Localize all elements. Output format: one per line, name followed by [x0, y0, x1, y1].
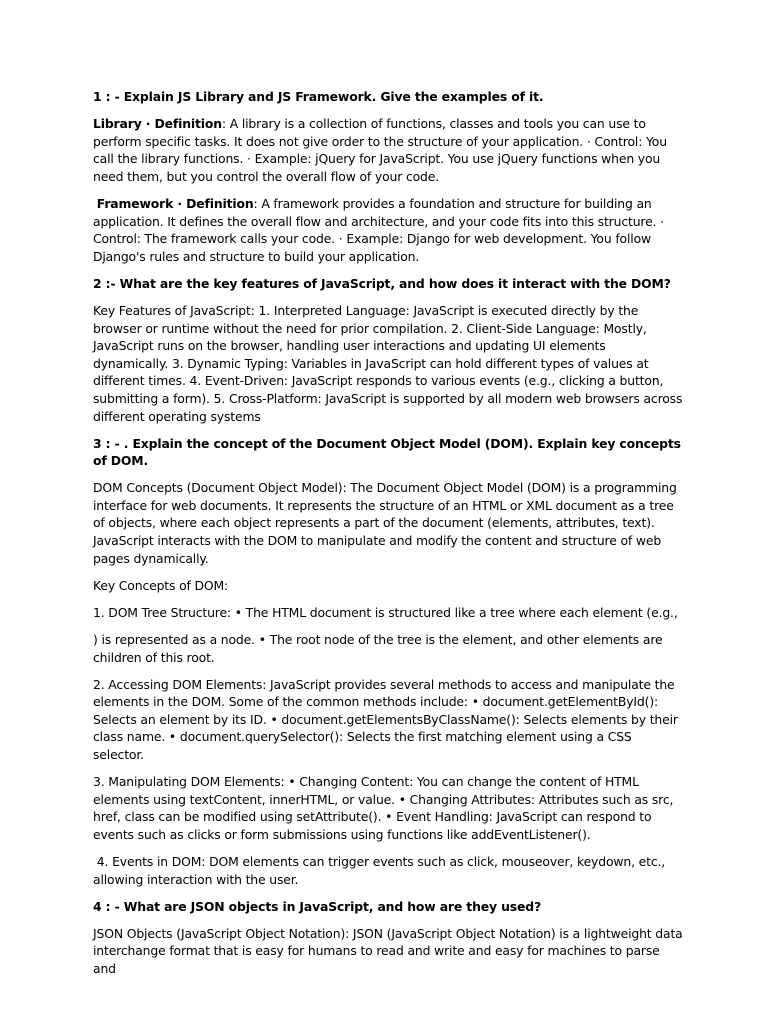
q3-manipulating-elements: 3. Manipulating DOM Elements: • Changing Content: You can change the content of HTML elements using textContent, innerHTML, or value. • Changing Attributes: Attributes such as src, href, class can be modified using setAttribute(). • Event Handling: JavaScript can respond to events such as clicks or form submissions using functions like addEventListener().: [93, 774, 674, 842]
q1-framework-paragraph: [93, 195, 683, 265]
q3-tree-structure-line-1: 1. DOM Tree Structure: • The HTML document is structured like a tree where each element (e.g.,: [93, 604, 678, 620]
q3-events-text: 4. Events in DOM: DOM elements can trigger events such as click, mouseover, keydown, etc., allowing interaction with the user.: [93, 853, 666, 887]
library-definition: : A library is a collection of functions, classes and tools you can use to perform specific tasks. It does not give order to the structure of your application. · Control: You call the library functions. · Example: jQuery for JavaScript. You use jQuery functions when you need them, but you control the overall flow of your code.: [93, 116, 667, 184]
q2-heading: 2 :- What are the key features of JavaScript, and how does it interact with the DOM?: [93, 275, 671, 291]
q3-accessing-elements: 2. Accessing DOM Elements: JavaScript provides several methods to access and manipulate the elements in the DOM. Some of the common methods include: • document.getElementById(): Selects an element by its ID. • document.getElementsByClassName(): Selects elements by their class name. • document.querySelector(): Selects the first matching element using a CSS selector.: [93, 676, 678, 762]
document-page: [93, 88, 683, 987]
framework-definition: : A framework provides a foundation and structure for building an application. It defines the overall flow and architecture, and your code fits into this structure. · Control: The framework calls your code. · Example: Django for web development. You follow Django's rules and structure to build your application.: [93, 195, 664, 264]
q3-intro: DOM Concepts (Document Object Model): The Document Object Model (DOM) is a programming interface for web documents. It represents the structure of an HTML or XML document as a tree of objects, where each object represents a part of the document (elements, attributes, text). JavaScript interacts with the DOM to manipulate and modify the content and structure of web pages dynamically.: [93, 480, 677, 566]
q3-heading: 3 : - . Explain the concept of the Document Object Model (DOM). Explain key concepts of DOM.: [93, 435, 681, 469]
library-term: Library · Definition: [93, 116, 222, 132]
framework-term: Framework · Definition: [96, 195, 254, 211]
q1-library-paragraph: [93, 115, 683, 185]
q3-events: [93, 853, 683, 888]
q4-heading: 4 : - What are JSON objects in JavaScript, and how are they used?: [93, 898, 542, 914]
q3-key-concepts-label: Key Concepts of DOM:: [93, 577, 229, 593]
q1-heading: 1 : - Explain JS Library and JS Framework. Give the examples of it.: [93, 89, 544, 104]
q3-tree-structure-line-2: ) is represented as a node. • The root node of the tree is the element, and other elements are children of this root.: [93, 631, 663, 665]
q2-body: Key Features of JavaScript: 1. Interpreted Language: JavaScript is executed directly by the browser or runtime without the need for prior compilation. 2. Client-Side Language: Mostly, JavaScript runs on the browser, handling user interactions and updating UI elements dynamically. 3. Dynamic Typing: Variables in JavaScript can hold different types of values at different times. 4. Event-Driven: JavaScript responds to various events (e.g., clicking a button, submitting a form). 5. Cross-Platform: JavaScript is supported by all modern web browsers across different operating systems: [93, 302, 683, 424]
q4-body: JSON Objects (JavaScript Object Notation): JSON (JavaScript Object Notation) is a lightweight data interchange format that is easy for humans to read and write and easy for machines to parse and: [93, 925, 683, 976]
